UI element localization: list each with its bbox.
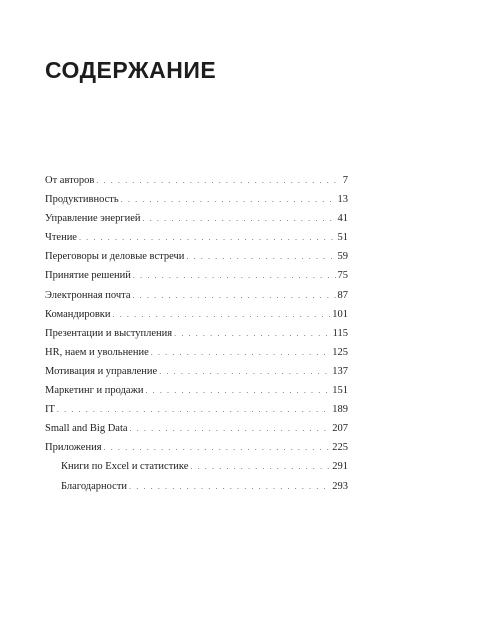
- dot-leader: [121, 190, 336, 209]
- toc-entry-title: Мотивация и управление: [45, 365, 158, 377]
- dot-leader: [145, 381, 330, 400]
- toc-entry: [45, 171, 348, 190]
- toc-entry-title: Книги по Excel и статистике: [61, 461, 189, 473]
- toc-entry-title: Продуктивность: [45, 194, 119, 206]
- toc-entry-title: Принятие решений: [45, 270, 131, 282]
- toc-entry-page-number: 293: [332, 480, 348, 492]
- dot-leader: [113, 305, 331, 324]
- toc-entry: [45, 477, 348, 496]
- toc-entry-title: Благодарности: [61, 480, 128, 492]
- dot-leader: [104, 438, 331, 457]
- toc-entry-page-number: 137: [332, 365, 348, 377]
- toc-entry-title: От авторов: [45, 175, 95, 186]
- toc-entry-page-number: 115: [332, 327, 348, 339]
- dot-leader: [129, 477, 330, 496]
- toc-entry-page-number: 13: [337, 194, 348, 206]
- toc-entry-title: Приложения: [45, 442, 102, 454]
- dot-leader: [151, 343, 331, 362]
- page-title: СОДЕРЖАНИЕ: [45, 57, 217, 83]
- toc-entry: [45, 362, 348, 381]
- toc-entry-page-number: 291: [332, 461, 348, 473]
- dot-leader: [79, 228, 336, 247]
- toc-entry-page-number: 207: [332, 423, 348, 435]
- dot-leader: [96, 171, 340, 190]
- toc-entry-title: Управление энергией: [45, 213, 141, 225]
- toc-entry-page-number: 101: [332, 308, 348, 320]
- table-of-contents: [45, 171, 348, 496]
- toc-entry: [45, 190, 348, 209]
- dot-leader: [132, 286, 335, 305]
- toc-entry: [45, 343, 348, 362]
- toc-entry: [45, 438, 348, 457]
- toc-entry-page-number: 75: [337, 270, 348, 282]
- dot-leader: [57, 400, 330, 419]
- toc-entry-title: Переговоры и деловые встречи: [45, 251, 185, 263]
- dot-leader: [190, 457, 330, 476]
- toc-entry-title: IT: [45, 404, 55, 416]
- dot-leader: [186, 247, 335, 266]
- toc-entry-page-number: 151: [332, 385, 348, 397]
- toc-entry-title: HR, наем и увольнение: [45, 346, 149, 358]
- toc-entry: [45, 228, 348, 247]
- toc-entry: [45, 381, 348, 400]
- toc-entry-page-number: 51: [337, 232, 348, 244]
- toc-entry-title: Электронная почта: [45, 289, 131, 301]
- toc-entry: [45, 305, 348, 324]
- toc-entry-page-number: 7: [342, 175, 348, 186]
- toc-entry: [45, 324, 348, 343]
- dot-leader: [133, 266, 336, 285]
- toc-entry-page-number: 59: [337, 251, 348, 263]
- dot-leader: [130, 419, 331, 438]
- dot-leader: [159, 362, 330, 381]
- toc-entry-title: Чтение: [45, 232, 77, 244]
- toc-entry: [45, 457, 348, 476]
- toc-entry-title: Командировки: [45, 308, 111, 320]
- toc-entry-page-number: 41: [337, 213, 348, 225]
- toc-entry-title: Презентации и выступления: [45, 327, 173, 339]
- toc-entry: [45, 419, 348, 438]
- toc-entry-page-number: 125: [332, 346, 348, 358]
- toc-entry-title: Маркетинг и продажи: [45, 385, 144, 397]
- toc-entry-page-number: 225: [332, 442, 348, 454]
- toc-entry: [45, 266, 348, 285]
- toc-entry: [45, 247, 348, 266]
- toc-entry-title: Small and Big Data: [45, 423, 128, 435]
- toc-entry: [45, 400, 348, 419]
- toc-entry-page-number: 189: [332, 404, 348, 416]
- toc-entry: [45, 209, 348, 228]
- toc-entry-page-number: 87: [337, 289, 348, 301]
- toc-entry: [45, 286, 348, 305]
- dot-leader: [174, 324, 331, 343]
- dot-leader: [143, 209, 336, 228]
